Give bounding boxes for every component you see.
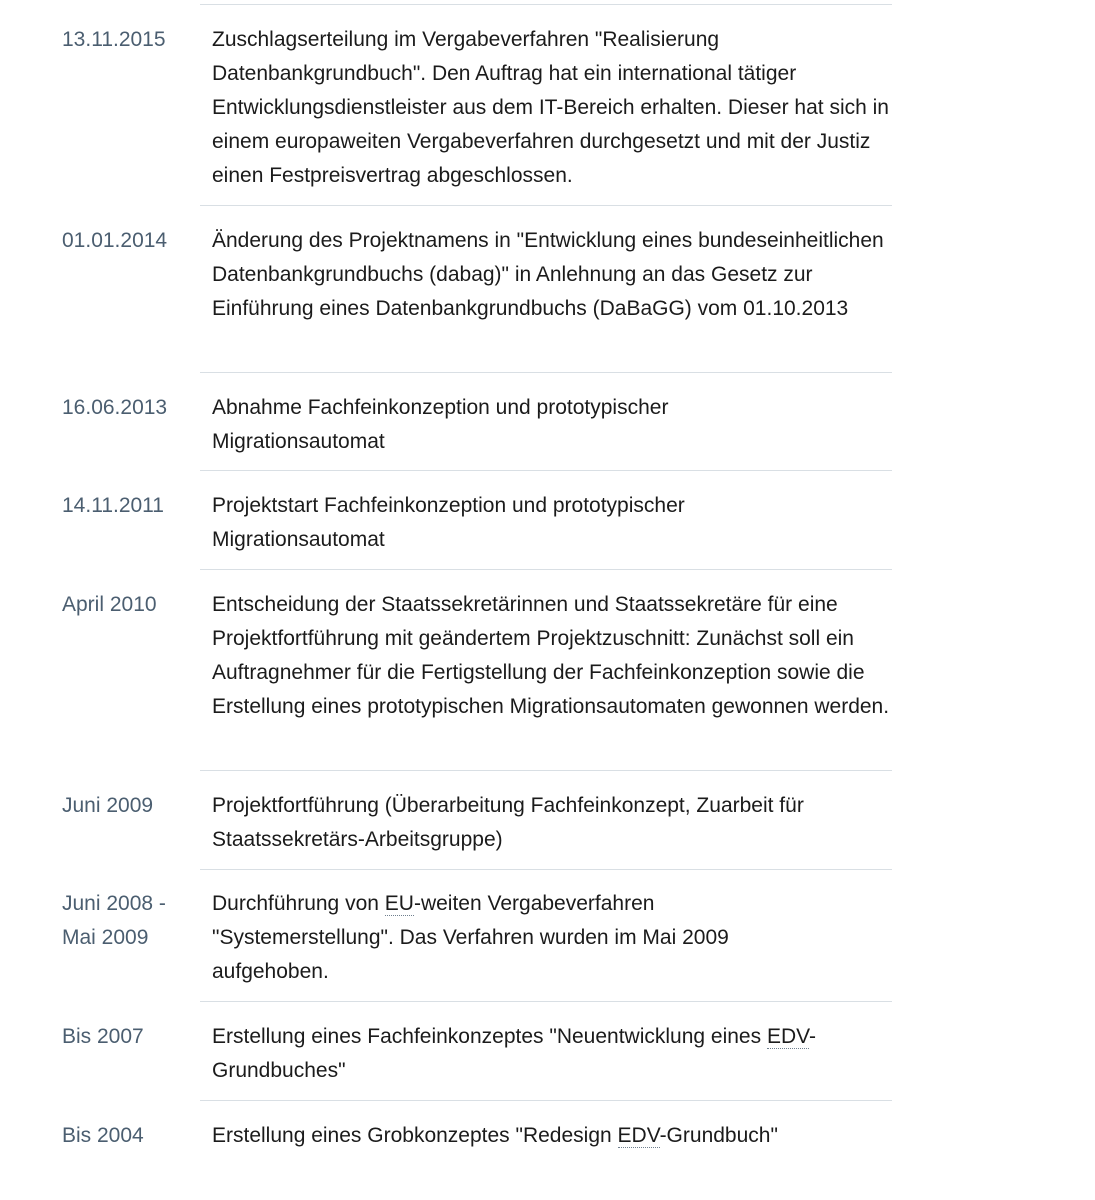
entry-divider (200, 869, 892, 870)
abbreviation-eu: EU (384, 892, 414, 915)
entry-text-part: Erstellung eines Grobkonzeptes "Redesign (212, 1124, 618, 1147)
entry-date: 14.11.2011 (62, 494, 164, 517)
entry-divider (200, 569, 892, 570)
entry-text-part: -weiten Vergabeverfahren "Systemerstellung". Das Verfahren wurden im Mai 2009 aufgehoben. (212, 892, 729, 983)
entry-date: Juni 2009 (62, 794, 154, 817)
entry-text-part: Erstellung eines Fachfeinkonzeptes "Neuentwicklung eines (212, 1025, 767, 1048)
entry-date: 01.01.2014 (62, 229, 168, 252)
entry-description: Zuschlagserteilung im Vergabeverfahren "Realisierung Datenbankgrundbuch". Den Auftrag hat ein international tätiger Entwicklungsdienstleister aus dem IT-Bereich erhalten. Dieser hat sich in einem europaweiten Vergabeverfahren durchgesetzt und mit der Justiz einen Festpreisvertrag abgeschlossen. (212, 28, 889, 187)
entry-date: April 2010 (62, 593, 157, 616)
entry-description: Projektstart Fachfeinkonzeption und prototypischer Migrationsautomat (212, 494, 685, 551)
entry-description: Änderung des Projektnamens in "Entwicklung eines bundeseinheitlichen Datenbankgrundbuchs (dabag)" in Anlehnung an das Gesetz zur Einführung eines Datenbankgrundbuchs (DaBaGG) vom 01.10.2013 (212, 229, 884, 320)
entry-text-part: Durchführung von (212, 892, 385, 915)
entry-date-line: Mai 2009 (62, 926, 149, 949)
entry-divider (200, 1001, 892, 1002)
entry-description (212, 1020, 877, 1088)
entry-description (212, 887, 802, 989)
entry-date-line: Juni 2008 - (62, 892, 166, 915)
entry-description: Entscheidung der Staatssekretärinnen und Staatssekretäre für eine Projektfortführung mit geändertem Projektzuschnitt: Zunächst soll ein Auftragnehmer für die Fertigstellung der Fachfeinkonzeption sowie die Erstellung eines prototypischen Migrationsautomaten gewonnen werden. (212, 593, 890, 718)
top-divider (200, 4, 892, 5)
entry-divider (200, 1100, 892, 1101)
entry-description: Abnahme Fachfeinkonzeption und prototypischer Migrationsautomat (212, 396, 669, 453)
entry-date: 13.11.2015 (62, 28, 166, 51)
entry-text-part: -Grundbuches" (212, 1025, 816, 1082)
entry-date: Bis 2007 (62, 1025, 144, 1048)
abbreviation-edv: EDV (766, 1025, 809, 1048)
abbreviation-edv: EDV (617, 1124, 660, 1147)
entry-date: Bis 2004 (62, 1124, 144, 1147)
entry-description (212, 1119, 892, 1153)
entry-text-part: -Grundbuch" (659, 1124, 778, 1147)
entry-description: Projektfortführung (Überarbeitung Fachfeinkonzept, Zuarbeit für Staatssekretärs-Arbeitsgruppe) (212, 794, 804, 851)
entry-date: 16.06.2013 (62, 396, 168, 419)
entry-date (62, 887, 192, 955)
entry-divider (200, 470, 892, 471)
entry-divider (200, 372, 892, 373)
entry-divider (200, 205, 892, 206)
entry-divider (200, 770, 892, 771)
